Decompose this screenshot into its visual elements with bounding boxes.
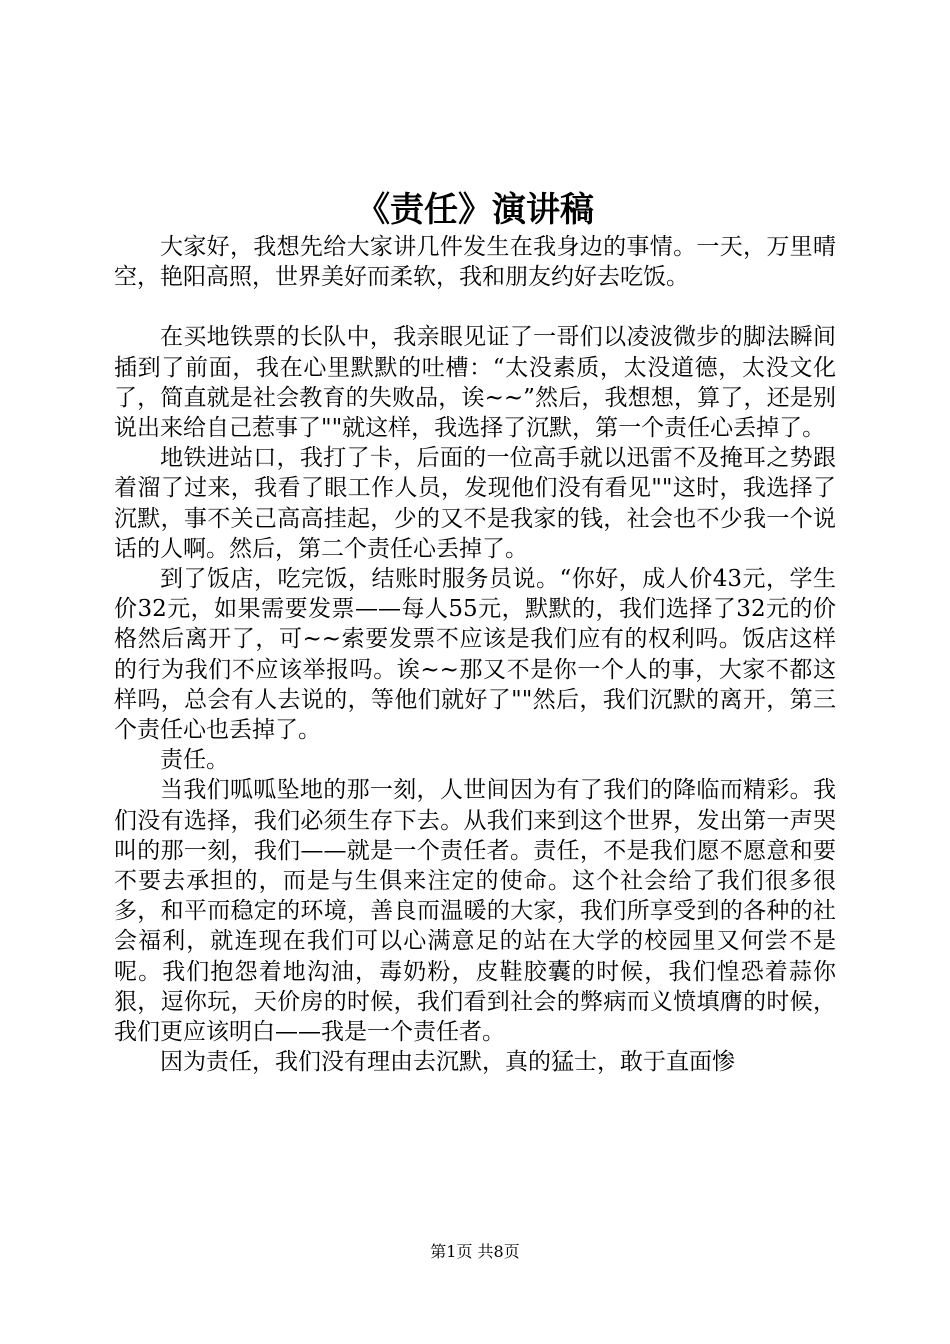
paragraph-6: 当我们呱呱坠地的那一刻，人世间因为有了我们的降临而精彩。我们没有选择，我们必须生存下去。从我们来到这个世界，发出第一声哭叫的那一刻，我们——就是一个责任者。责任，不是我们愿不愿意和要不要去承担的，而是与生俱来注定的使命。这个社会给了我们很多很多，和平而稳定的环境，善良而温暖的大家，我们所享受到的各种的社会福利，就连现在我们可以心满意足的站在大学的校园里又何尝不是呢。我们抱怨着地沟油，毒奶粉，皮鞋胶囊的时候，我们惶恐着蒜你狠，逗你玩，天价房的时候，我们看到社会的弊病而义愤填膺的时候，我们更应该明白——我是一个责任者。 [114, 777, 836, 1046]
document-body [114, 232, 836, 1077]
paragraph-5: 责任。 [160, 747, 229, 774]
page-number-footer: 第1页 共8页 [430, 1242, 520, 1261]
paragraph-4: 到了饭店，吃完饭，结账时服务员说。“你好，成人价43元，学生价32元，如果需要发票——每人55元，默默的，我们选择了32元的价格然后离开了，可~~索要发票不应该是我们应有的权利吗。饭店这样的行为我们不应该举报吗。诶~~那又不是你一个人的事，大家不都这样吗，总会有人去说的，等他们就好了""然后，我们沉默的离开，第三个责任心也丢掉了。 [114, 566, 836, 744]
paragraph-1: 大家好，我想先给大家讲几件发生在我身边的事情。一天，万里晴空，艳阳高照，世界美好而柔软，我和朋友约好去吃饭。 [114, 234, 836, 291]
paragraph-2: 在买地铁票的长队中，我亲眼见证了一哥们以凌波微步的脚法瞬间插到了前面，我在心里默默的吐槽：“太没素质，太没道德，太没文化了，简直就是社会教育的失败品，诶~~”然后，我想想，算了，还是别说出来给自己惹事了""就这样，我选择了沉默，第一个责任心丢掉了。 [114, 324, 836, 442]
document-title: 《责任》演讲稿 [356, 190, 594, 230]
paragraph-3: 地铁进站口，我打了卡，后面的一位高手就以迅雷不及掩耳之势跟着溜了过来，我看了眼工作人员，发现他们没有看见""这时，我选择了沉默，事不关己高高挂起，少的又不是我家的钱，社会也不少我一个说话的人啊。然后，第二个责任心丢掉了。 [114, 445, 836, 562]
paragraph-7: 因为责任，我们没有理由去沉默，真的猛士，敢于直面惨 [160, 1049, 735, 1076]
